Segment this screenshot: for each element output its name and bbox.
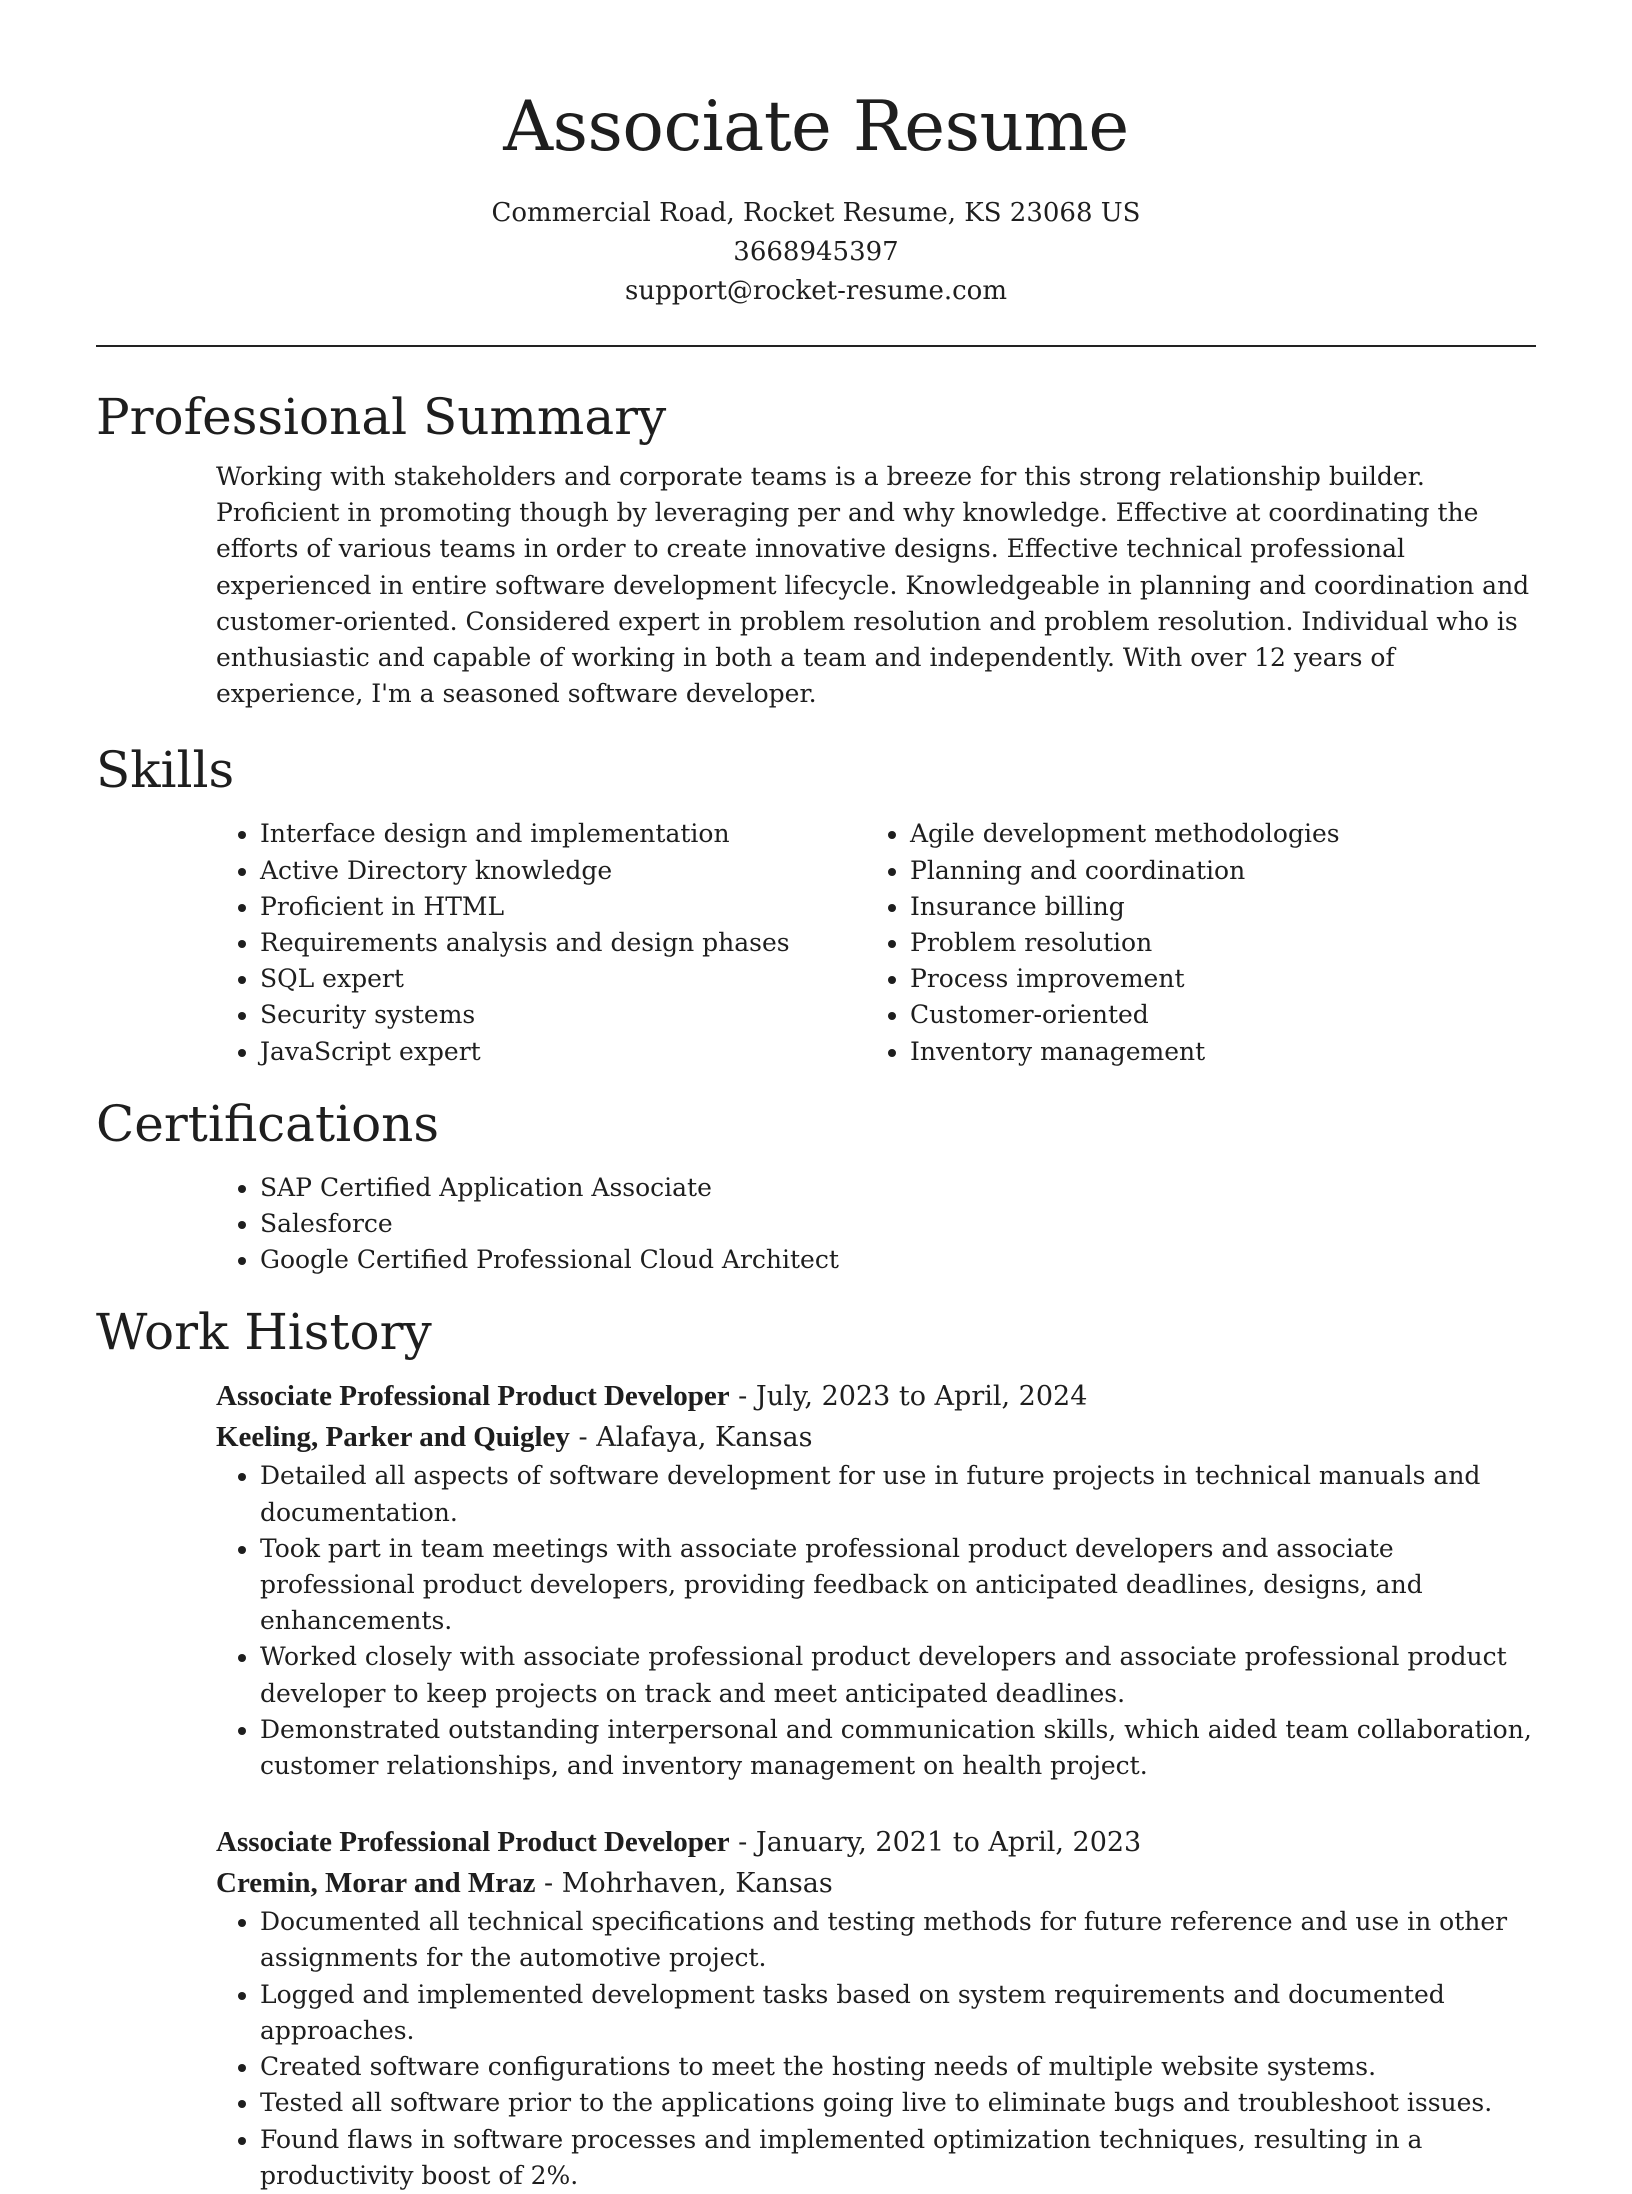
- section-title-certifications: Certifications: [96, 1094, 440, 1153]
- contact-email: support@rocket-resume.com: [624, 276, 1007, 306]
- certifications-section: [96, 1092, 1536, 1279]
- skill-item: • Customer-oriented: [910, 997, 1516, 1033]
- job-bullet: • Demonstrated outstanding interpersonal and communication skills, which aided team collaboration, customer relationships, and inventory management on health project.: [260, 1712, 1536, 1784]
- header-divider: [96, 345, 1536, 347]
- section-title-skills: Skills: [96, 741, 235, 800]
- certification-item: • Google Certified Professional Cloud Architect: [260, 1242, 1536, 1278]
- job-title-line: [216, 1822, 1536, 1863]
- job-bullet: • Detailed all aspects of software development for use in future projects in technical manuals and documentation.: [260, 1458, 1536, 1530]
- job-title: Associate Professional Product Developer: [216, 1380, 730, 1413]
- job-location: - Alafaya, Kansas: [569, 1422, 813, 1454]
- job-bullet: • Created software configurations to meet the hosting needs of multiple website systems.: [260, 2049, 1536, 2085]
- skill-item: • Insurance billing: [910, 889, 1516, 925]
- skills-grid: [216, 816, 1536, 1069]
- skill-item: • Inventory management: [910, 1034, 1516, 1070]
- section-title-work-history: Work History: [96, 1303, 432, 1362]
- professional-summary-section: [96, 385, 1536, 712]
- resume-header: [96, 0, 1536, 311]
- job-dates: - January, 2021 to April, 2023: [729, 1827, 1142, 1859]
- job-location: - Mohrhaven, Kansas: [535, 1868, 833, 1900]
- work-history-section: [96, 1300, 1536, 2193]
- job-company-line: [216, 1863, 1536, 1904]
- job-entry: [216, 1376, 1536, 1784]
- certifications-list-wrap: [216, 1170, 1536, 1279]
- skills-section: [96, 738, 1536, 1069]
- contact-address: Commercial Road, Rocket Resume, KS 23068 US: [491, 198, 1141, 228]
- job-bullet: • Documented all technical specifications and testing methods for future reference and use in other assignments for the automotive project.: [260, 1904, 1536, 1976]
- job-bullet: • Took part in team meetings with associate professional product developers and associate professional product developers, providing feedback on anticipated deadlines, designs, and enhancements.: [260, 1531, 1536, 1640]
- job-bullet: • Found flaws in software processes and implemented optimization techniques, resulting in a productivity boost of 2%.: [260, 2122, 1536, 2194]
- certification-item: • Salesforce: [260, 1206, 1536, 1242]
- skill-item: • JavaScript expert: [260, 1034, 866, 1070]
- skill-item: • Proficient in HTML: [260, 889, 866, 925]
- certifications-list: [216, 1170, 1536, 1279]
- job-dates: - July, 2023 to April, 2024: [729, 1381, 1088, 1413]
- summary-text: Working with stakeholders and corporate teams is a breeze for this strong relationship builder. Proficient in promoting though by leveraging per and why knowledge. Effective at coordinating the efforts of various teams in order to create innovative designs. Effective technical professional experienced in entire software development lifecycle. Knowledgeable in planning and coordination and customer-oriented. Considered expert in problem resolution and problem resolution. Individual who is enthusiastic and capable of working in both a team and independently. With over 12 years of experience, I'm a seasoned software developer.: [216, 462, 1530, 709]
- skill-item: • Security systems: [260, 997, 866, 1033]
- skill-item: • Requirements analysis and design phases: [260, 925, 866, 961]
- job-title: Associate Professional Product Developer: [216, 1826, 730, 1859]
- job-entry: [216, 1822, 1536, 2194]
- certification-item: • SAP Certified Application Associate: [260, 1170, 1536, 1206]
- job-company: Keeling, Parker and Quigley: [216, 1421, 570, 1454]
- job-bullet: • Logged and implemented development tasks based on system requirements and documented approaches.: [260, 1977, 1536, 2049]
- skills-column-left: [216, 816, 866, 1069]
- job-company-line: [216, 1417, 1536, 1458]
- job-title-line: [216, 1376, 1536, 1417]
- skill-item: • SQL expert: [260, 961, 866, 997]
- skills-column-right: [866, 816, 1516, 1069]
- job-bullet: • Worked closely with associate professional product developers and associate professional product developer to keep projects on track and meet anticipated deadlines.: [260, 1639, 1536, 1711]
- resume-name: Associate Resume: [503, 87, 1129, 167]
- contact-block: [96, 194, 1536, 311]
- job-bullet: • Tested all software prior to the applications going live to eliminate bugs and troubleshoot issues.: [260, 2085, 1536, 2121]
- job-bullets: [216, 1904, 1536, 2194]
- skills-list-right: [866, 816, 1516, 1069]
- skills-list-left: [216, 816, 866, 1069]
- skill-item: • Problem resolution: [910, 925, 1516, 961]
- skill-item: • Process improvement: [910, 961, 1516, 997]
- job-bullets: [216, 1458, 1536, 1784]
- skill-item: • Interface design and implementation: [260, 816, 866, 852]
- contact-phone: 3668945397: [733, 237, 899, 267]
- job-company: Cremin, Morar and Mraz: [216, 1867, 536, 1900]
- skill-item: • Active Directory knowledge: [260, 853, 866, 889]
- skill-item: • Agile development methodologies: [910, 816, 1516, 852]
- section-title-summary: Professional Summary: [96, 388, 667, 446]
- jobs-list: [96, 1376, 1536, 2193]
- skill-item: • Planning and coordination: [910, 853, 1516, 889]
